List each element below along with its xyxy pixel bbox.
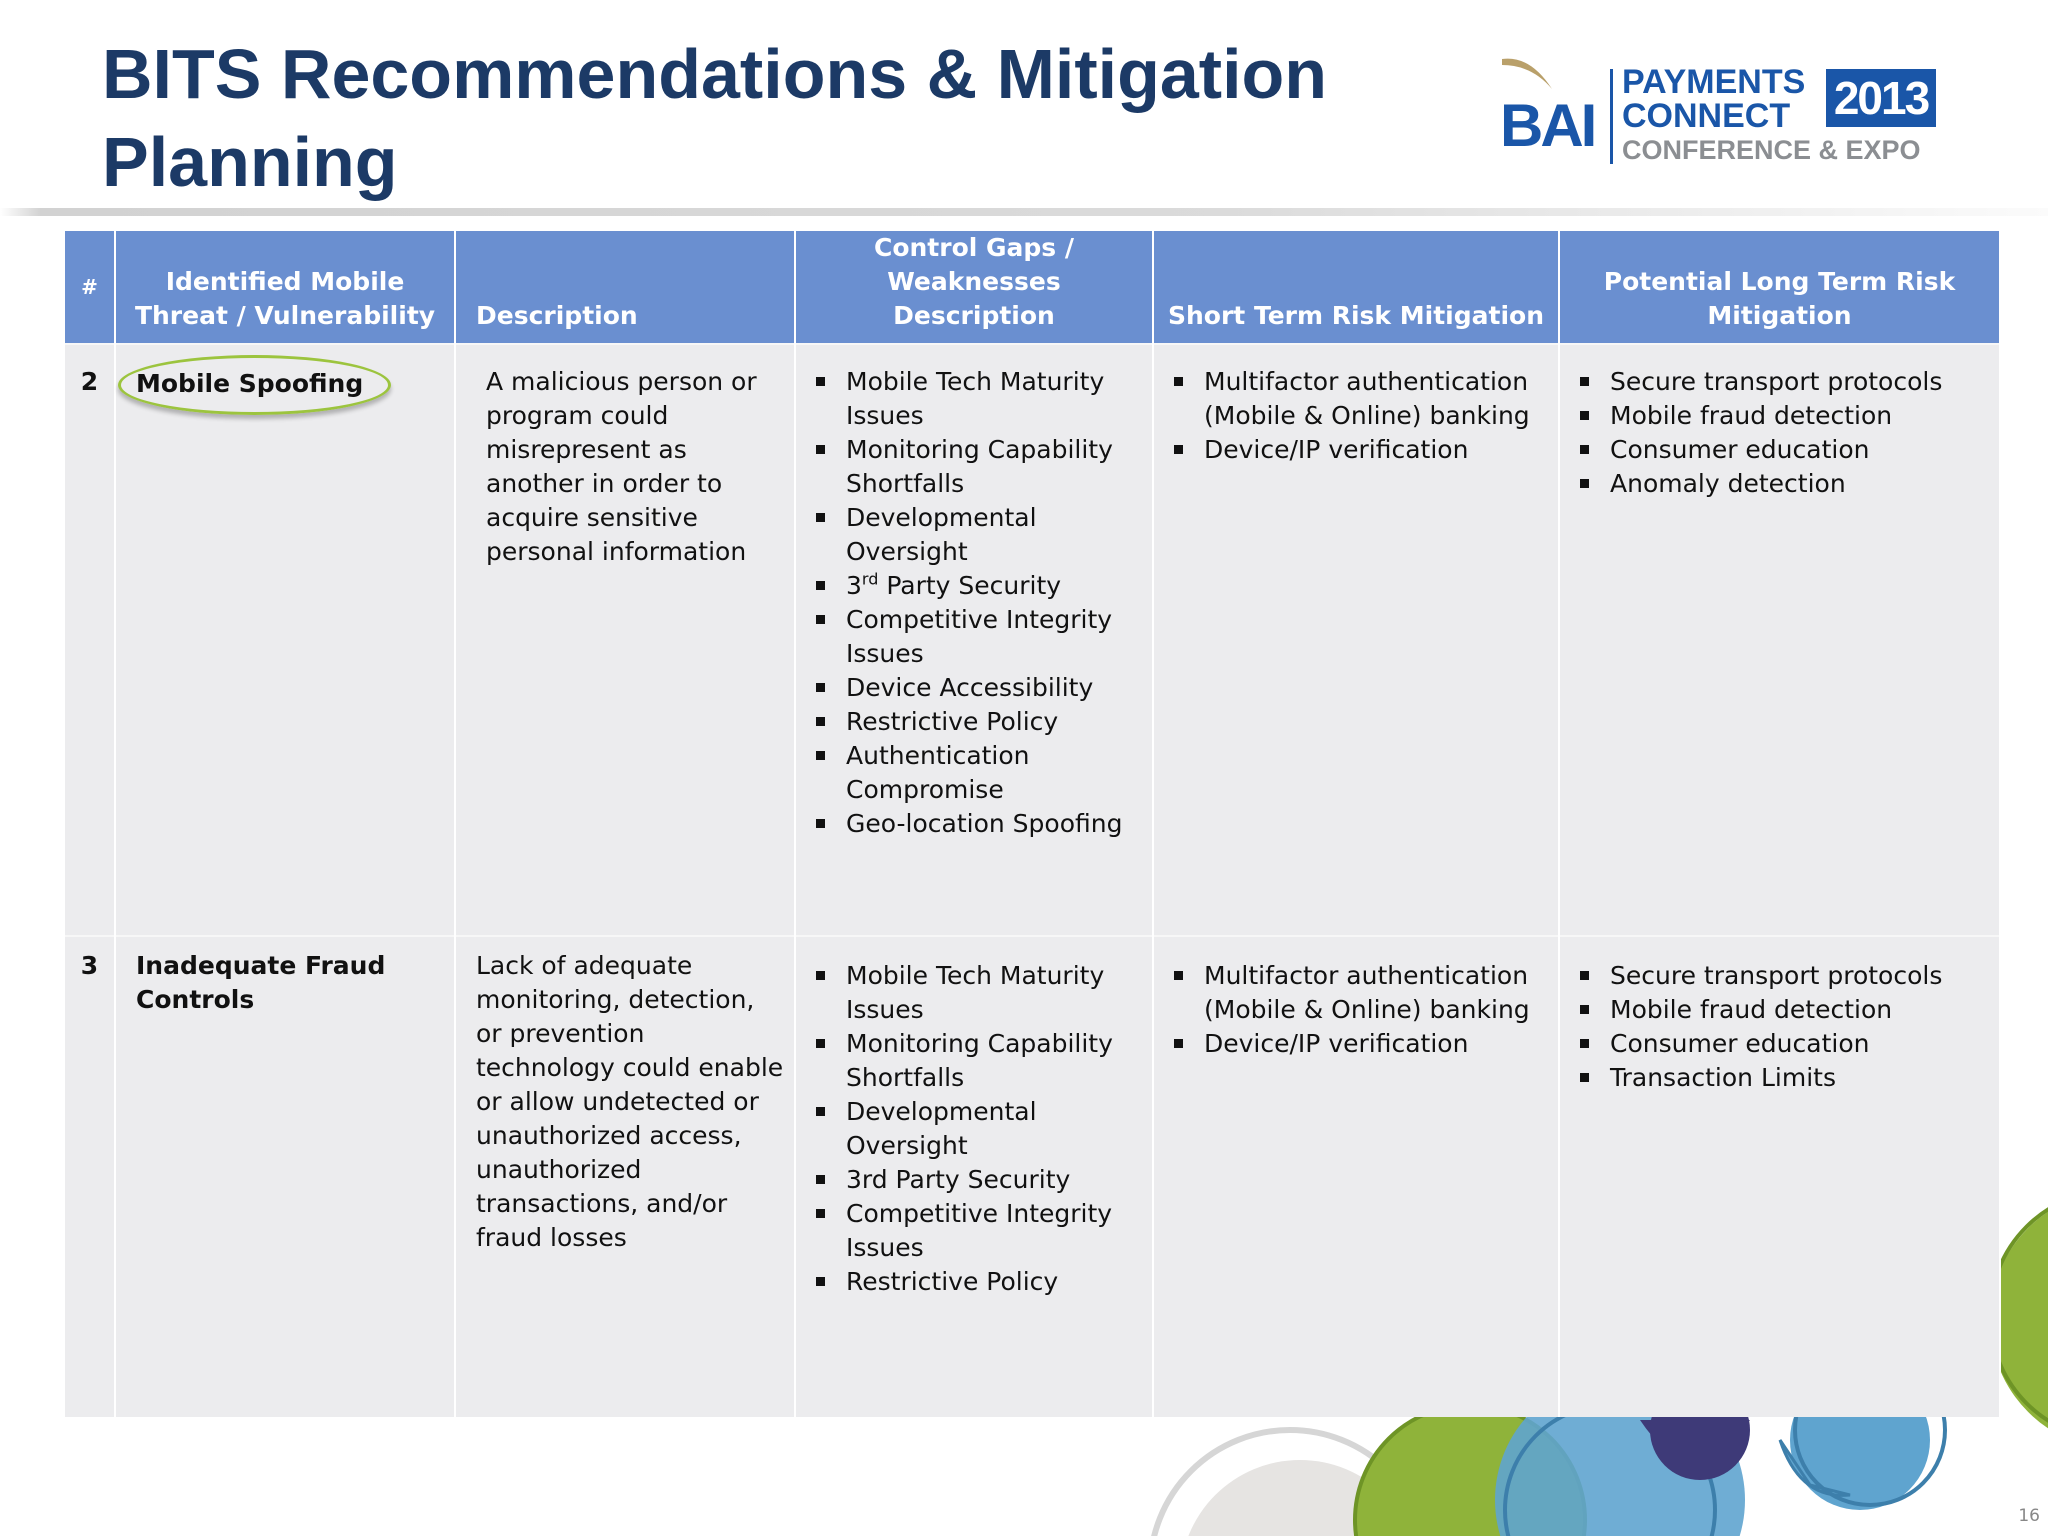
list-item: Multifactor authentication (Mobile & Online) banking	[1164, 959, 1548, 1027]
row-long-term	[1559, 344, 2000, 936]
logo-swoosh-icon	[1500, 55, 1560, 95]
mitigation-table	[65, 231, 2001, 1417]
threat-highlight-circle: Mobile Spoofing	[136, 365, 363, 403]
header-long-term: Potential Long Term Risk Mitigation	[1559, 231, 2000, 344]
header-description: Description	[455, 231, 795, 344]
row-control-gaps	[795, 936, 1153, 1417]
header-number: #	[65, 231, 115, 344]
ordinal-number: 3	[846, 571, 862, 600]
logo-conference-text: CONFERENCE & EXPO	[1622, 135, 1921, 165]
list-item: Mobile Tech Maturity Issues	[806, 959, 1142, 1027]
row-number: 2	[65, 344, 115, 936]
list-item: Anomaly detection	[1570, 467, 1989, 501]
list-item: Secure transport protocols	[1570, 365, 1989, 399]
list-item: Developmental Oversight	[806, 501, 1142, 569]
list-item: Multifactor authentication (Mobile & Online) banking	[1164, 365, 1548, 433]
row-description: Lack of adequate monitoring, detection, or prevention technology could enable or allow undetected or unauthorized access, unauthorized transactions, and/or fraud losses	[455, 936, 795, 1417]
logo-year-badge: 2013	[1826, 69, 1936, 127]
list-item: Restrictive Policy	[806, 705, 1142, 739]
row-control-gaps	[795, 344, 1153, 936]
list-item: Monitoring Capability Shortfalls	[806, 433, 1142, 501]
logo-bai-text: BAI	[1500, 92, 1595, 159]
list-item: Secure transport protocols	[1570, 959, 1989, 993]
list-item	[806, 569, 1142, 603]
list-item: Geo-location Spoofing	[806, 807, 1142, 841]
logo-payments-text: PAYMENTS	[1622, 63, 1806, 101]
row-long-term	[1559, 936, 2000, 1417]
list-item: Transaction Limits	[1570, 1061, 1989, 1095]
row-threat: Inadequate Fraud Controls	[115, 936, 455, 1417]
row-threat	[115, 344, 455, 936]
list-item: Device/IP verification	[1164, 433, 1548, 467]
header-short-term: Short Term Risk Mitigation	[1153, 231, 1559, 344]
list-item: Authentication Compromise	[806, 739, 1142, 807]
list-item: Monitoring Capability Shortfalls	[806, 1027, 1142, 1095]
list-item: Mobile fraud detection	[1570, 993, 1989, 1027]
list-item: Consumer education	[1570, 433, 1989, 467]
header-control-gaps: Control Gaps / Weaknesses Description	[795, 231, 1153, 344]
row-short-term	[1153, 936, 1559, 1417]
page-number: 16	[2018, 1506, 2040, 1526]
row-number: 3	[65, 936, 115, 1417]
row-description: A malicious person or program could misrepresent as another in order to acquire sensitive personal information	[455, 344, 795, 936]
bai-payments-connect-logo	[1500, 55, 1940, 170]
list-item: 3rd Party Security	[806, 1163, 1142, 1197]
slide-title: BITS Recommendations & Mitigation Planning	[102, 35, 1328, 201]
list-item: Device/IP verification	[1164, 1027, 1548, 1061]
table-row	[65, 344, 2000, 936]
logo-divider	[1610, 69, 1613, 164]
ordinal-suffix: rd	[861, 569, 879, 589]
list-item: Mobile Tech Maturity Issues	[806, 365, 1142, 433]
list-item: Competitive Integrity Issues	[806, 1197, 1142, 1265]
row-short-term	[1153, 344, 1559, 936]
list-item: Consumer education	[1570, 1027, 1989, 1061]
header-threat: Identified Mobile Threat / Vulnerability	[115, 231, 455, 344]
table-header-row	[65, 231, 2000, 344]
list-item: Device Accessibility	[806, 671, 1142, 705]
table-row	[65, 936, 2000, 1417]
list-item: Restrictive Policy	[806, 1265, 1142, 1299]
list-item: Competitive Integrity Issues	[806, 603, 1142, 671]
title-rule	[0, 208, 2048, 216]
ordinal-text: Party Security	[886, 571, 1062, 600]
list-item: Developmental Oversight	[806, 1095, 1142, 1163]
list-item: Mobile fraud detection	[1570, 399, 1989, 433]
logo-connect-text: CONNECT	[1622, 97, 1791, 135]
